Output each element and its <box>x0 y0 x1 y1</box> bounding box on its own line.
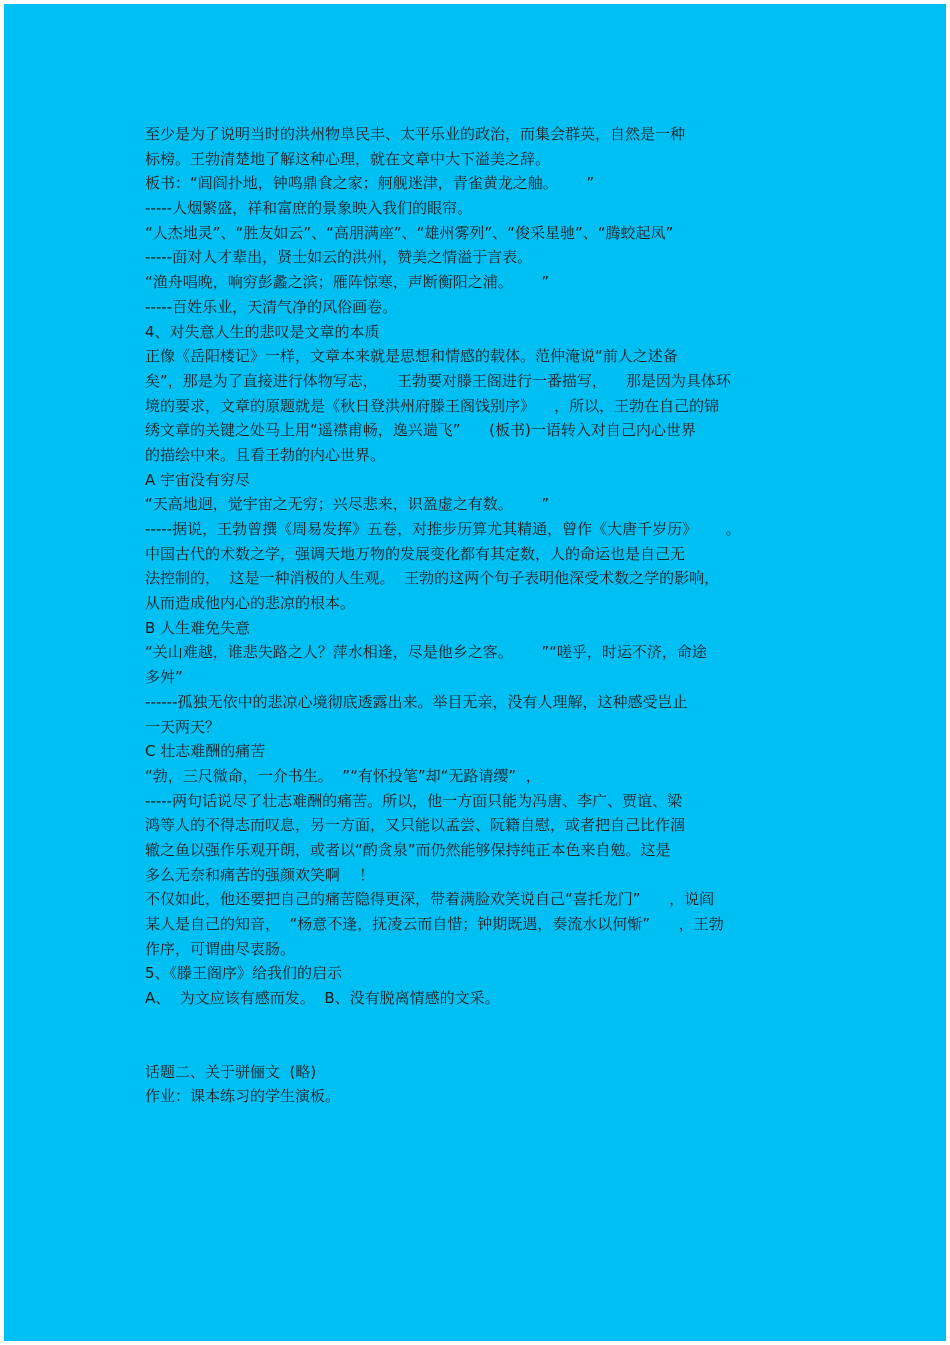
text-line: 5、《滕王阁序》给我们的启示 <box>145 964 343 983</box>
text-line: 的描绘中来。且看王勃的内心世界。 <box>145 445 386 464</box>
text-line: 作序，可谓曲尽衷肠。 <box>145 939 296 958</box>
text-line: 板书：“闾阎扑地，钟鸣鼎食之家；舸舰迷津，青雀黄龙之舳。 ” <box>145 174 595 193</box>
text-line: “天高地迥，觉宇宙之无穷；兴尽悲来，识盈虚之有数。 ” <box>145 495 550 514</box>
text-line: 法控制的， 这是一种消极的人生观。 王勃的这两个句子表明他深受术数之学的影响， <box>145 569 720 588</box>
text-line: 中国古代的术数之学，强调天地万物的发展变化都有其定数，人的命运也是自己无 <box>145 544 686 563</box>
text-line: 4、对失意人生的悲叹是文章的本质 <box>145 322 380 341</box>
text-line: 从而造成他内心的悲凉的根本。 <box>145 594 356 613</box>
text-line: -----面对人才辈出，贤士如云的洪州，赞美之情溢于言表。 <box>145 248 533 267</box>
text-line: 至少是为了说明当时的洪州物阜民丰、太平乐业的政治，而集会群英，自然是一种 <box>145 125 686 143</box>
text-line: -----百姓乐业，天清气净的风俗画卷。 <box>145 297 398 316</box>
text-line: A、 为文应该有感而发。 B、没有脱离情感的文采。 <box>145 989 500 1008</box>
text-line: 境的要求，文章的原题就是《秋日登洪州府滕王阁饯别序》 ，所以，王勃在自己的锦 <box>145 396 720 415</box>
text-line: 鸿等人的不得志而叹息，另一方面，又只能以孟尝、阮籍自慰，或者把自己比作涸 <box>145 816 686 835</box>
text-line: “人杰地灵”、“胜友如云”、“高朋满座”、“雄州雾列”、“俊采星驰”、“腾蛟起凤” <box>145 223 674 242</box>
text-line: A 宇宙没有穷尽 <box>145 470 251 489</box>
document-body <box>145 122 825 1109</box>
document-page <box>4 4 946 1341</box>
text-line: 绣文章的关键之处马上用“遥襟甫畅，逸兴遄飞” (板书)一语转入对自己内心世界 <box>145 421 696 440</box>
text-line: -----人烟繁盛，祥和富庶的景象映入我们的眼帘。 <box>145 199 473 218</box>
text-line: 多舛” <box>145 668 183 687</box>
text-line: 多么无奈和痛苦的强颜欢笑啊 ！ <box>145 865 375 884</box>
text-line: “勃，三尺微命，一介书生。 ”“有怀投笔”却“无路请缨” ， <box>145 766 541 785</box>
text-line: C 壮志难酬的痛苦 <box>145 742 266 761</box>
text-line: B 人生难免失意 <box>145 618 251 637</box>
text-line: -----据说，王勃曾撰《周易发挥》五卷，对推步历算尤其精通，曾作《大唐千岁历》 。 <box>145 520 741 538</box>
text-line: 辙之鱼以强作乐观开朗，或者以“酌贪泉”而仍然能够保持纯正本色来自勉。这是 <box>145 840 671 859</box>
text-line: 一天两天？ <box>145 717 221 736</box>
text-line: “渔舟唱晚，响穷彭蠡之滨；雁阵惊寒，声断衡阳之浦。 ” <box>145 273 550 292</box>
text-line: 标榜。王勃清楚地了解这种心理，就在文章中大下溢美之辞。 <box>145 149 551 168</box>
text-line: 作业：课本练习的学生演板。 <box>145 1087 341 1106</box>
text-line: “关山难越，谁悲失路之人？萍水相逢，尽是他乡之客。 ”“嗟乎，时运不济，命途 <box>145 643 707 662</box>
text-line: -----两句话说尽了壮志难酬的痛苦。所以，他一方面只能为冯唐、李广、贾谊、梁 <box>145 791 683 810</box>
text-line: 话题二、关于骈俪文 (略) <box>145 1062 317 1081</box>
section-gap <box>145 1011 825 1060</box>
text-line: 不仅如此，他还要把自己的痛苦隐得更深，带着满脸欢笑说自己“喜托龙门” ，说阎 <box>145 890 715 909</box>
topic-two-section <box>145 1060 825 1109</box>
text-line: ------孤独无依中的悲凉心境彻底透露出来。举目无亲，没有人理解，这种感受岂止 <box>145 692 688 711</box>
text-line: 某人是自己的知音， “杨意不逢，抚凌云而自惜；钟期既遇，奏流水以何惭” ，王勃 <box>145 915 724 933</box>
main-section <box>145 122 825 1011</box>
text-line: 矣”，那是为了直接进行体物写志， 王勃要对滕王阁进行一番描写， 那是因为具体环 <box>145 371 731 390</box>
text-line: 正像《岳阳楼记》一样，文章本来就是思想和情感的载体。范仲淹说“前人之述备 <box>145 347 678 366</box>
